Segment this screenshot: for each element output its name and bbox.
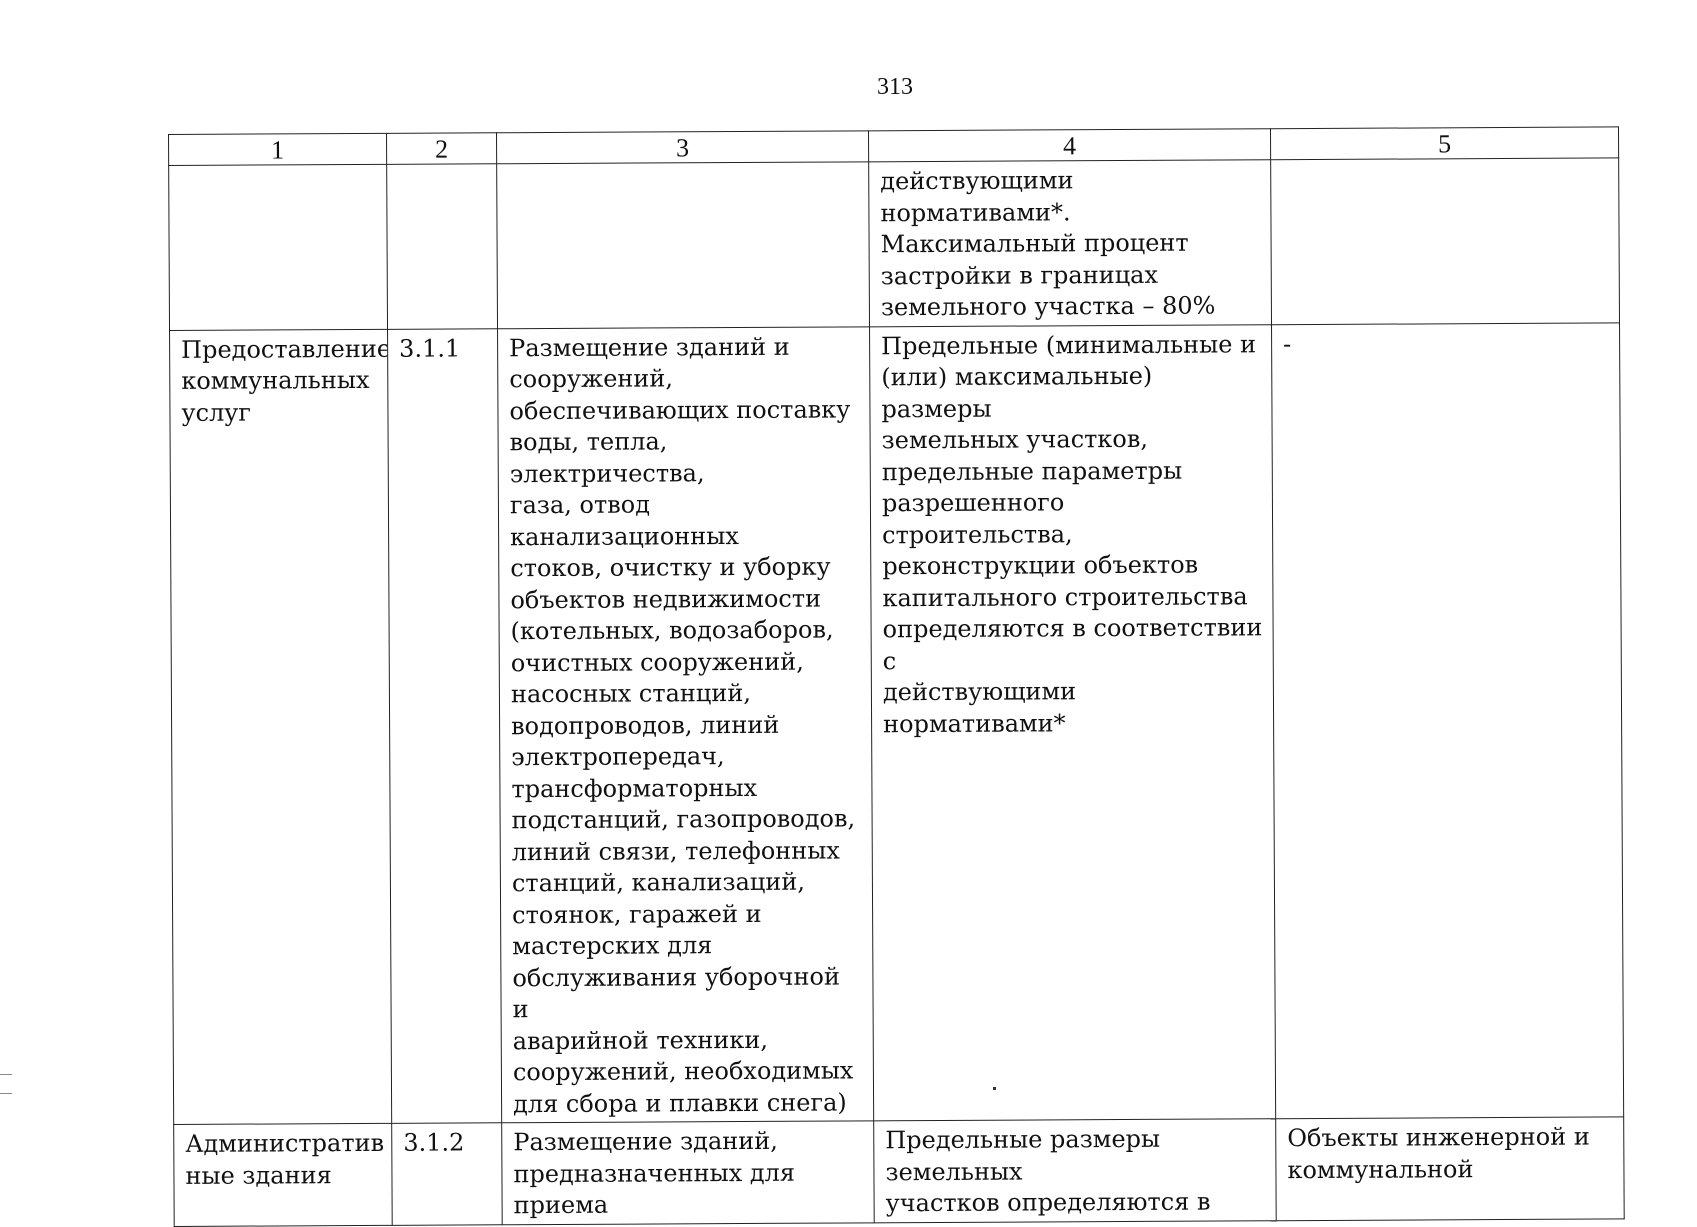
column-header-2: 2 [386,133,496,165]
scan-dot [993,1087,996,1090]
table-row [170,322,1624,1124]
cell-use-description: Размещение зданий, предназначенных для приема [502,1121,875,1224]
column-header-5: 5 [1270,127,1618,160]
cell-restrictions: - [1272,322,1624,1118]
cell-use-name [169,164,388,330]
cell-restrictions [1271,158,1620,324]
scan-margin-mark [0,1074,12,1075]
column-header-3: 3 [496,131,868,164]
column-header-4: 4 [868,129,1270,162]
cell-use-code: 3.1.1 [388,328,502,1123]
cell-use-code: 3.1.2 [392,1123,503,1225]
cell-use-name: Предоставление коммунальных услуг [170,329,392,1125]
page-number: 313 [877,74,913,100]
scan-margin-mark [0,1093,12,1094]
cell-use-name: Административ ные здания [174,1123,393,1226]
cell-restrictions: Объекты инженерной и коммунальной [1276,1117,1625,1220]
zoning-table [168,126,1625,1226]
cell-use-description [497,162,870,328]
cell-parameters: Предельные размеры земельных участков определяются в [874,1119,1277,1223]
column-header-1: 1 [169,133,387,165]
cell-parameters: действующими нормативами*. Максимальный процент застройки в границах земельного участка – 80% [869,160,1272,327]
table-row [169,158,1620,330]
cell-parameters: Предельные (минимальные и (или) максимальные) размеры земельных участков, предельные параметры разрешенного строительства, реконструкции объектов капитального строительства определяются в соответствии с действующими нормативами* [870,324,1276,1121]
cell-use-description: Размещение зданий и сооружений, обеспечивающих поставку воды, тепла, электричества, газа, отвод канализационных стоков, очистку и уборку объектов недвижимости (котельных, водозаборов, очистных сооружений, насосных станций, водопроводов, линий электропередач, трансформаторных подстанций, газопроводов, линий связи, телефонных станций, канализаций, стоянок, гаражей и мастерских для обслуживания уборочной и аварийной техники, сооружений, необходимых для сбора и плавки снега) [498,326,874,1122]
table-row [174,1117,1625,1226]
cell-use-code [387,164,498,329]
